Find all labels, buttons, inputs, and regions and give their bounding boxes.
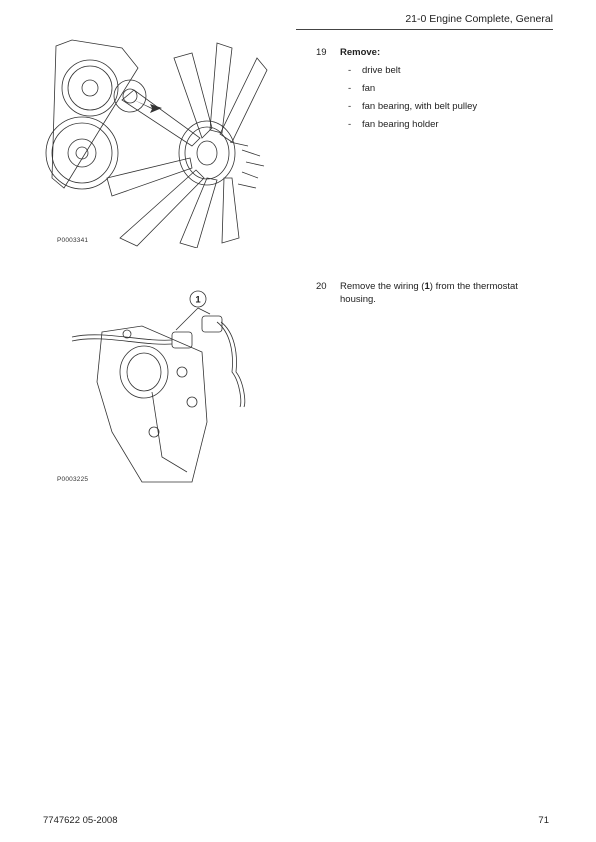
figure-callout-1: 1 — [195, 294, 201, 306]
footer-page-number: 71 — [538, 815, 549, 826]
footer-doc-ref: 7747622 05-2008 — [43, 815, 118, 826]
list-item — [340, 82, 555, 95]
figure-fan-removal — [42, 38, 280, 248]
list-item-text: fan bearing holder — [362, 119, 439, 130]
page-header-title: 21-0 Engine Complete, General — [405, 13, 553, 25]
step-heading: Remove: — [340, 47, 381, 58]
figure-thermostat-housing — [42, 282, 280, 488]
list-dash: - — [348, 101, 352, 112]
removal-list — [340, 64, 555, 131]
step-number: 20 — [316, 281, 327, 292]
step-text: ) from the thermostat housing. — [340, 281, 518, 305]
list-item-text: fan bearing, with belt pulley — [362, 101, 478, 112]
list-item-text: fan — [362, 83, 376, 94]
list-item — [340, 118, 555, 131]
figure-id: P0003341 — [57, 237, 89, 244]
figure-id: P0003225 — [57, 476, 89, 483]
header-rule — [296, 29, 553, 30]
list-item — [340, 100, 555, 113]
fan-illustration — [42, 38, 280, 248]
list-dash: - — [348, 65, 352, 76]
step-text: Remove the wiring ( — [340, 281, 425, 292]
list-dash: - — [348, 83, 352, 94]
step-body — [340, 46, 555, 131]
step-ref: 1 — [424, 281, 430, 292]
list-item-text: drive belt — [362, 65, 401, 76]
list-item — [340, 64, 555, 77]
step-body — [340, 280, 555, 306]
thermostat-illustration — [42, 282, 280, 488]
step-number: 19 — [316, 47, 327, 58]
list-dash: - — [348, 119, 352, 130]
